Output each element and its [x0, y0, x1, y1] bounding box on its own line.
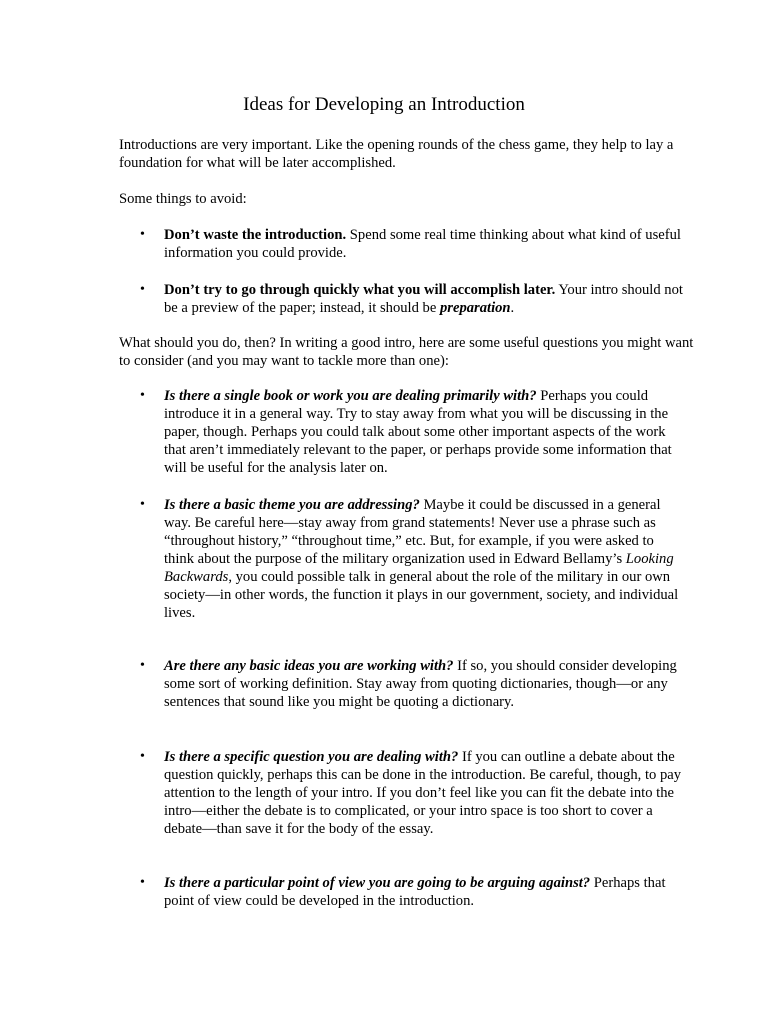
- avoid-item-text: Your intro should not be a preview of the paper; instead, it should be: [164, 282, 683, 316]
- question-text: If so, you should consider developing some sort of working definition. Stay away from quoting dictionaries, though—or any sentences that sound like you might be quoting a dictionary.: [164, 658, 677, 710]
- question-item: [140, 387, 684, 477]
- bullet-icon: •: [140, 497, 145, 512]
- avoid-item: [140, 281, 684, 317]
- question-lead: Is there a single book or work you are dealing primarily with?: [164, 388, 537, 404]
- question-item: [140, 874, 684, 910]
- page-title: Ideas for Developing an Introduction: [243, 94, 525, 115]
- avoid-item-lead: Don’t waste the introduction.: [164, 227, 347, 243]
- bullet-icon: •: [140, 749, 145, 764]
- question-lead: Is there a specific question you are dealing with?: [164, 749, 459, 765]
- question-lead: Is there a basic theme you are addressing?: [164, 497, 420, 513]
- question-lead: Are there any basic ideas you are working with?: [164, 658, 454, 674]
- question-text: Perhaps you could introduce it in a general way. Try to stay away from what you will be discussing in the paper, though. Perhaps you could talk about some other important aspects of the work that aren’t immediately relevant to the paper, or perhaps provide some information that will be useful for the analysis later on.: [164, 388, 672, 476]
- avoid-item-lead: Don’t try to go through quickly what you will accomplish later.: [164, 282, 556, 298]
- avoid-item: [140, 226, 684, 262]
- avoid-heading: Some things to avoid:: [119, 191, 247, 207]
- avoid-item-emphasis: preparation: [439, 300, 511, 316]
- bullet-icon: •: [140, 658, 145, 673]
- question-text: If you can outline a debate about the question quickly, perhaps this can be done in the introduction. Be careful, though, to pay attention to the length of your intro. If you don’t feel like you can fit the debate into the intro—either the debate is to complicated, or your intro space is too short to cover a debate—than save it for the body of the essay.: [164, 749, 682, 837]
- question-item: [140, 748, 684, 838]
- intro-paragraph: Introductions are very important. Like the opening rounds of the chess game, they help to lay a foundation for what will be later accomplished.: [119, 137, 674, 171]
- bullet-icon: •: [140, 875, 145, 890]
- question-item: [140, 657, 684, 711]
- question-text-end: , you could possible talk in general about the role of the military in our own society—in other words, the function it plays in our government, society, and individual lives.: [164, 569, 679, 621]
- avoid-item-text-end: .: [510, 300, 515, 316]
- bullet-icon: •: [140, 388, 145, 403]
- do-heading: What should you do, then? In writing a good intro, here are some useful questions you might want to consider (and you may want to tackle more than one):: [119, 335, 694, 369]
- question-text: Maybe it could be discussed in a general way. Be careful here—stay away from grand statements! Never use a phrase such as “throughout history,” “throughout time,” etc. But, for example, if you were asked to think about the purpose of the military organization used in Edward Bellamy’s: [164, 497, 661, 567]
- question-lead: Is there a particular point of view you are going to be arguing against?: [164, 875, 591, 891]
- book-title: Looking Backwards: [164, 551, 674, 585]
- question-text: Perhaps that point of view could be developed in the introduction.: [164, 875, 666, 909]
- avoid-item-text: Spend some real time thinking about what kind of useful information you could provide.: [164, 227, 681, 261]
- bullet-icon: •: [140, 282, 145, 297]
- bullet-icon: •: [140, 227, 145, 242]
- question-item: [140, 496, 684, 622]
